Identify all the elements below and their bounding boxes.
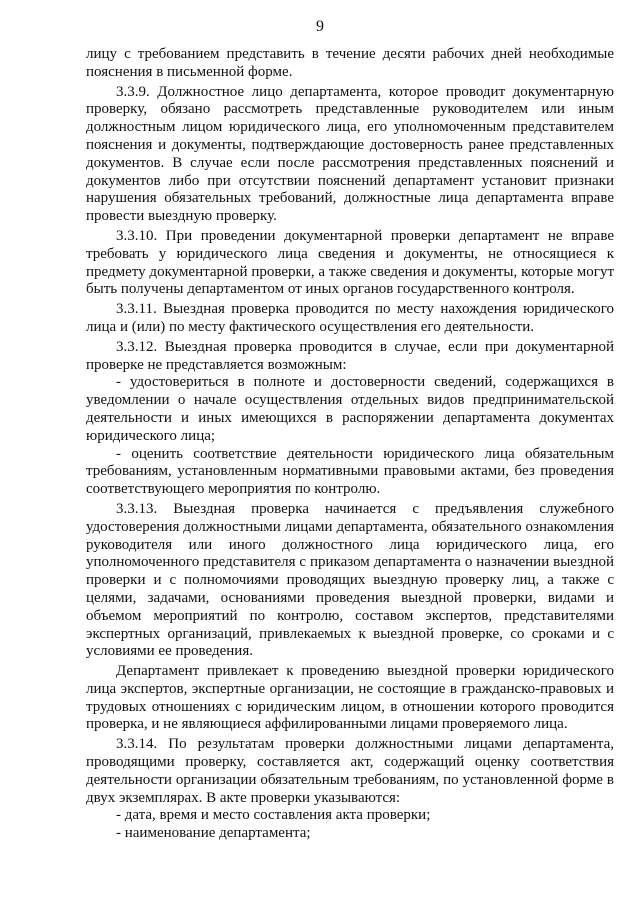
list-item: - дата, время и место составления акта проверки; [116,807,431,824]
paragraph-3-3-12: 3.3.12. Выездная проверка проводится в случае, если при документарной проверке не представляется возможным: [86,338,614,373]
paragraph-3-3-14: 3.3.14. По результатам проверки должностными лицами департамента, проводящими проверку, составляется акт, содержащий оценку соответствия деятельности организации обязательным требованиям, по установленной форме в двух экземплярах. В акте проверки указываются: [86,736,614,806]
paragraph-3-3-9: 3.3.9. Должностное лицо департамента, которое проводит документарную проверку, обязано рассмотреть представленные руководителем или иным должностным лицом юридического лица, его уполномоченным представителем пояснения и документы, подтверждающие достоверность ранее представленных документов. В случае если после рассмотрения представленных пояснений и документов либо при отсутствии пояснений департамент установит признаки нарушения обязательных требований, должностные лица департамента вправе провести выездную проверку. [86,83,614,225]
list-item: - оценить соответствие деятельности юридического лица обязательным требованиям, установленным нормативными правовыми актами, без проведения соответствующего мероприятия по контролю. [86,445,614,498]
paragraph-continuation: лицу с требованием представить в течение десяти рабочих дней необходимые пояснения в письменной форме. [86,46,614,80]
page-number: 9 [316,18,324,35]
document-body [86,46,614,843]
list-item: - наименование департамента; [116,825,311,842]
paragraph-3-3-11: 3.3.11. Выездная проверка проводится по месту нахождения юридического лица и (или) по месту фактического осуществления его деятельности. [86,301,614,335]
paragraph-experts: Департамент привлекает к проведению выездной проверки юридического лица экспертов, экспертные организации, не состоящие в гражданско-правовых и трудовых отношениях с юридическим лицом, в отношении которого проводится проверка, и не являющиеся аффилированными лицами проверяемого лица. [86,663,614,733]
paragraph-3-3-10: 3.3.10. При проведении документарной проверки департамент не вправе требовать у юридического лица сведения и документы, не относящиеся к предмету документарной проверки, а также сведения и документы, которые могут быть получены департаментом от иных органов государственного контроля. [86,227,614,298]
paragraph-3-3-13: 3.3.13. Выездная проверка начинается с предъявления служебного удостоверения должностными лицами департамента, обязательного ознакомления руководителя или иного должностного лица юридического лица, его уполномоченного представителя с приказом департамента о назначении выездной проверки и с полномочиями проводящих выездную проверку лиц, а также с целями, задачами, основаниями проведения выездной проверки, видами и объемом мероприятий по контролю, составом экспертов, представителями экспертных организаций, привлекаемых к выездной проверке, со сроками и с условиями ее проведения. [86,500,614,660]
list-item: - удостовериться в полноте и достоверности сведений, содержащихся в уведомлении о начале осуществления отдельных видов предпринимательской деятельности и иных имеющихся в распоряжении департамента документах юридического лица; [86,374,614,444]
